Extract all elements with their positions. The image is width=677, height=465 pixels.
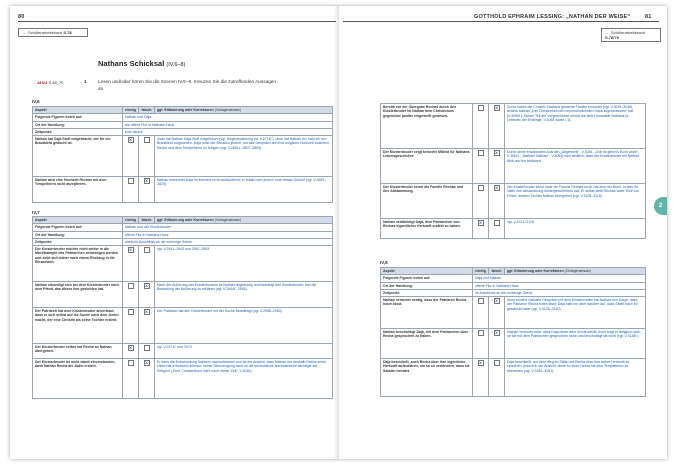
checkbox[interactable]: X — [495, 298, 498, 304]
table-row — [33, 136, 333, 177]
table-row — [381, 104, 646, 149]
workbook-ref-page: S.78 — [63, 30, 72, 35]
falsch-cell — [489, 184, 505, 219]
scene-label-iv8: IV,8 — [380, 260, 388, 265]
falsch-cell — [489, 329, 505, 359]
checkbox[interactable] — [144, 137, 150, 143]
checkbox[interactable] — [144, 247, 150, 253]
note-cell: Noch scheint Nathans Gespräch mit dem Klosterbruder hat Nathan nun Sorge, dass der Patriarch Recha holen lässt; Daja klärt ihn aber darüber auf, dass Sittah nach ihr geschickt habe (vgl. V.3126–3130). — [505, 297, 646, 329]
table-cell: im Anschluss an die vorherige Szene — [473, 289, 646, 296]
header-rule — [343, 21, 659, 22]
col-notes — [155, 107, 333, 114]
table-row — [381, 297, 646, 329]
checkbox[interactable] — [478, 298, 484, 304]
workbook-ref-label: Schülerarbeitsbuch — [611, 30, 646, 35]
table-row — [381, 149, 646, 184]
note-cell: Durch seine emotionalen Ausrufe („Allgerecht!“, V.3046, „Gott ist gleich's Euch wohl!“, V.3061f., „Nathan! Nathan!“, V.3064) wird deutlich, dass der Klosterbruder mit Nathan fühlt und ihn bedauert. — [505, 149, 646, 184]
richtig-cell — [473, 184, 489, 219]
col-falsch: falsch — [139, 107, 155, 114]
checkbox[interactable] — [494, 220, 500, 226]
falsch-cell — [139, 246, 155, 282]
falsch-cell — [139, 282, 155, 308]
aspect-cell: Daja beschließt, auch Recha über ihre eigentliche Herkunft aufzuklären, um so zu verhindern, dass sie Saladin heiratet. — [381, 359, 473, 397]
table-iv7-continued — [380, 103, 646, 239]
col-notes-label: ggf. Erläuterung oder Korrekturen — [157, 108, 214, 112]
col-aspect: Aspekt — [33, 107, 123, 114]
aspect-cell: Nathan hat Daja Stoff mitgebracht, der für ein Brautkleid gedacht ist. — [33, 136, 123, 177]
scene-label-iv6: IV,6 — [32, 99, 40, 104]
falsch-cell — [489, 149, 505, 184]
table-row — [381, 359, 646, 397]
richtig-cell — [123, 344, 139, 359]
aspect-cell: Der Klosterbruder selbst hat Recha an Nathan übergeben. — [33, 344, 123, 359]
table-row — [381, 329, 646, 359]
checkbox[interactable] — [478, 330, 484, 336]
arrow-right-icon: → — [32, 80, 36, 85]
falsch-cell — [489, 219, 505, 239]
note-cell: vgl. V.2971f. und 2974 — [155, 344, 333, 359]
falsch-cell — [489, 359, 505, 397]
table-cell: Zeitpunkt: — [33, 238, 123, 245]
col-notes-label: ggf. Erläuterung oder Korrekturen — [507, 269, 564, 273]
richtig-cell — [123, 282, 139, 308]
col-notes — [155, 217, 333, 224]
checkbox[interactable] — [478, 185, 484, 191]
table-row — [33, 282, 333, 308]
col-aspect: Aspekt — [33, 217, 123, 224]
note-cell: Der Patriarch hat den Klosterbruder mit der Suche beauftragt (vgl. V.2958–2963). — [155, 308, 333, 344]
table-iv7 — [32, 216, 333, 399]
checkbox[interactable]: X — [479, 360, 482, 366]
table-cell: direkt im Anschluss an die vorherige Szene — [123, 238, 333, 245]
table-cell: Ort der Handlung: — [33, 231, 123, 238]
section-title-scenes: (IV,6–8) — [166, 62, 186, 68]
checkbox[interactable]: X — [145, 283, 148, 289]
aspect-cell: Der Klosterbruder kennt die Familie Rechas und ihre Abstammung. — [381, 184, 473, 219]
richtig-cell — [473, 149, 489, 184]
col-richtig: richtig — [473, 268, 489, 275]
arrow-right-icon: → — [22, 30, 26, 35]
note-cell: Daja beschließt, auf dem Weg zu Sittah mit Recha über ihre wahre Herkunft zu sprechen, jedoch in der Absicht, diese so einer Heirat mit dem Tempelherrn zu überreden (vgl. V.3159–3161). — [505, 359, 646, 397]
col-notes-hint: (Vorlagenabsatz) — [214, 218, 242, 222]
page-number-left: 80 — [18, 14, 25, 20]
workbook-ref-label: Schülerarbeitsbuch — [28, 30, 63, 35]
table-cell: Folgende Figuren treten auf: — [33, 224, 123, 231]
note-cell: Nach der Äußerung des Klosterbruders ist Nathan ungeduldig und bedrängt den Klosterbruder, ihm die Bedeutung der Äußerung zu erklären (vgl. V.2944f., 2954). — [155, 282, 333, 308]
note-cell: Nathan betrachtet Daja im Moment nicht wohlwollend; er erklärt sich jedoch noch etwas Geduld (vgl. V.2809–2820). — [155, 177, 333, 203]
aspect-cell: Nathan erkundigt sich bei dem Klosterbruder nach dem Pfand, das dieser ihm gestohlen hat. — [33, 282, 123, 308]
checkbox[interactable] — [128, 178, 134, 184]
table-cell: Nathan und Daja — [123, 114, 333, 121]
note-cell: Zuvor haben die Christen Nathans gesamte Familie ermordet (vgl. V.3039–3046), andere Nathan „Der Christenheit den unversöhnlichsten Hass zugeschworen“ hat (V.3050f.). Dieser Teil der Vorgeschichte erhöht die tiefe Humanität Nathans (s. Leitmotiv der Erstlinge, V.3064 sowie I,1). — [505, 104, 646, 149]
col-notes-label: ggf. Erläuterung oder Korrekturen — [157, 218, 214, 222]
checkbox[interactable]: X — [495, 185, 498, 190]
table-row — [381, 219, 646, 239]
table-cell: Zeitpunkt: — [33, 128, 123, 135]
table-cell: Folgende Figuren treten auf: — [33, 114, 123, 121]
falsch-cell — [139, 308, 155, 344]
book-spread — [10, 6, 667, 459]
checkbox[interactable]: X — [129, 345, 132, 351]
checkbox[interactable] — [494, 360, 500, 366]
richtig-cell — [473, 104, 489, 149]
table-iv6 — [32, 106, 333, 203]
aspect-cell: Nathan wird eine Hochzeit Rechas mit dem Tempelherrn nicht akzeptieren. — [33, 177, 123, 203]
table-iv8 — [380, 267, 646, 397]
table-cell: Zeitpunkt: — [381, 289, 473, 296]
richtig-cell — [473, 359, 489, 397]
task-number: 1 — [84, 79, 87, 84]
checkbox[interactable]: X — [129, 247, 132, 253]
aspect-cell: Nathan verdächtigt Daja, dem Patriarchen von Rechas eigentlicher Herkunft erzählt zu haben. — [381, 219, 473, 239]
note-cell: Nathan vermutet zwar, dass Daja hinter dem Verrat steckt, doch fragt er lediglich nach, ob sie mit dem Patriarchen gesprochen habe und beschuldigt sie nicht (vgl. V.3138f.). — [505, 329, 646, 359]
falsch-cell — [139, 344, 155, 359]
aspect-cell: Nathan beschuldigt Daja, mit dem Patriarchen über Recha gesprochen zu haben. — [381, 329, 473, 359]
checkbox[interactable] — [478, 150, 484, 156]
right-page — [339, 6, 667, 459]
falsch-cell — [139, 177, 155, 203]
checkbox[interactable] — [128, 360, 134, 366]
table-row — [33, 246, 333, 282]
col-aspect: Aspekt — [381, 268, 473, 275]
col-notes — [505, 268, 646, 275]
table-cell: kurz darauf — [123, 128, 333, 135]
checkbox[interactable]: X — [495, 330, 498, 336]
richtig-cell — [473, 219, 489, 239]
col-richtig: richtig — [123, 107, 139, 114]
scene-label-iv7: IV,7 — [32, 210, 40, 215]
chapter-tab: 2 — [654, 197, 667, 215]
checkbox[interactable]: X — [495, 105, 498, 110]
checkbox[interactable]: X — [145, 309, 148, 315]
page-number-right: 81 — [645, 14, 652, 20]
table-cell: offene Flur in Nathans Haus — [473, 282, 646, 289]
col-richtig: richtig — [123, 217, 139, 224]
aspect-cell: Der Klosterbruder möchte nicht weiter in die Machtkämpfe des Patriarchen einbezogen werden und zieht sich daher nach einem Rückzug in die Einsamkeit. — [33, 246, 123, 282]
checkbox[interactable]: X — [145, 360, 148, 366]
table-cell: offene Flur in Nathans Haus — [123, 231, 333, 238]
richtig-cell — [473, 329, 489, 359]
margin-reference — [32, 80, 63, 85]
table-row — [33, 344, 333, 359]
section-title — [98, 59, 185, 68]
running-head: GOTTHOLD EPHRAIM LESSING: „NATHAN DER WEISE“ — [474, 14, 631, 20]
richtig-cell — [123, 136, 139, 177]
richtig-cell — [473, 297, 489, 329]
aspect-cell: Bereits vor der Übergabe Rechas durch den Klosterbruder ist Nathan dem Christentum gegenüber positiv eingestellt gewesen. — [381, 104, 473, 149]
richtig-cell — [123, 308, 139, 344]
checkbox[interactable] — [128, 283, 134, 289]
col-falsch: falsch — [139, 217, 155, 224]
falsch-cell — [489, 297, 505, 329]
note-cell: Zwar hat Nathan Daja Stoff mitgebracht (vgl. Regieanweisung vor V.2774f.), doch hat Nathan ihn nicht für ein Brautkleid vorgesehen. Daja nutzt die Situation jedoch, um das Gespräch auf eine mögliche Hochzeit zwischen Recha und dem Tempelherrn zu bringen (vgl. V.2861f., 2807–2809). — [155, 136, 333, 177]
table-row — [381, 184, 646, 219]
margin-ref-code: AH22 — [37, 80, 48, 85]
checkbox[interactable] — [478, 105, 484, 111]
richtig-cell — [123, 246, 139, 282]
table-row — [33, 177, 333, 203]
col-falsch: falsch — [489, 268, 505, 275]
checkbox[interactable]: X — [145, 178, 148, 184]
aspect-cell: Der Patriarch hat dem Klosterbruder anvertraut, dass er sich selbst auf die Suche nach dem Juden macht, der eine Christin als seine Tochter erzieht. — [33, 308, 123, 344]
checkbox[interactable] — [144, 345, 150, 351]
falsch-cell — [139, 359, 155, 399]
workbook-ref-left — [18, 28, 88, 37]
table-row — [33, 359, 333, 399]
note-cell: Der Klosterbruder kennt zwar die Familie Rechas nicht, hat aber ein Buch, in dem ihr Vater ihre Abstammung niedergeschrieben hat. Er selbst stellt Rechas Vater Wolf von Filnek, dessen Tochter Nathan übergeben (vgl. V.3109–3115). — [505, 184, 646, 219]
left-page — [10, 6, 338, 459]
table-cell: Ort der Handlung: — [33, 121, 123, 128]
margin-ref-page: S.48_70 — [48, 80, 64, 85]
arrow-right-icon: → — [605, 30, 609, 35]
col-notes-hint: (Vorlagenabsatz) — [214, 108, 242, 112]
table-cell: Nathan und der Klosterbruder — [123, 224, 333, 231]
header-rule — [18, 21, 336, 22]
richtig-cell — [123, 359, 139, 399]
falsch-cell — [139, 136, 155, 177]
col-notes-hint: (Vorlagenabsatz) — [564, 269, 592, 273]
task-text: Lesen und/oder hören Sie die Szenen IV,6–8. Kreuzen Sie die zutreffenden Aussagen an. — [98, 79, 276, 91]
note-cell: vgl. V.2941–2943 und 2951–2953 — [155, 246, 333, 282]
aspect-cell: Nathan vermutet richtig, dass der Patriarch Recha holen lässt. — [381, 297, 473, 329]
checkbox[interactable] — [128, 309, 134, 315]
section-title-text: Nathans Schicksal — [98, 59, 165, 68]
table-cell: die offene Flur in Nathans Haus — [123, 121, 333, 128]
aspect-cell: Der Klosterbruder zeigt keinerlei Mitleid für Nathans Lebensgeschichte. — [381, 149, 473, 184]
workbook-ref-right — [601, 28, 661, 42]
checkbox[interactable]: X — [495, 150, 498, 155]
table-row — [33, 308, 333, 344]
checkbox[interactable]: X — [479, 220, 482, 225]
table-cell: Ort der Handlung: — [381, 282, 473, 289]
checkbox[interactable]: X — [129, 137, 132, 143]
falsch-cell — [489, 104, 505, 149]
note-cell: Er kann die Entscheidung Nathans nachvollziehen und ist der Ansicht, dass Nathan nur deshalb Recha seine Liebe hat entwickeln können; seiner Überzeugung nach ist die menschliche Nächstenliebe wichtiger als Religion („Eure Christenthum hat's noch immer Zeit“, V.3016). — [155, 359, 333, 399]
table-cell: Folgende Figuren treten auf: — [381, 275, 473, 282]
aspect-cell: Der Klosterbruder ist nicht damit einverstanden, dass Nathan Recha als Jüdin erzieht. — [33, 359, 123, 399]
workbook-ref-page: S.78/79 — [605, 35, 619, 40]
richtig-cell — [123, 177, 139, 203]
table-cell: Daja und Nathan — [473, 275, 646, 282]
note-cell: vgl. V.3121–3125 — [505, 219, 646, 239]
